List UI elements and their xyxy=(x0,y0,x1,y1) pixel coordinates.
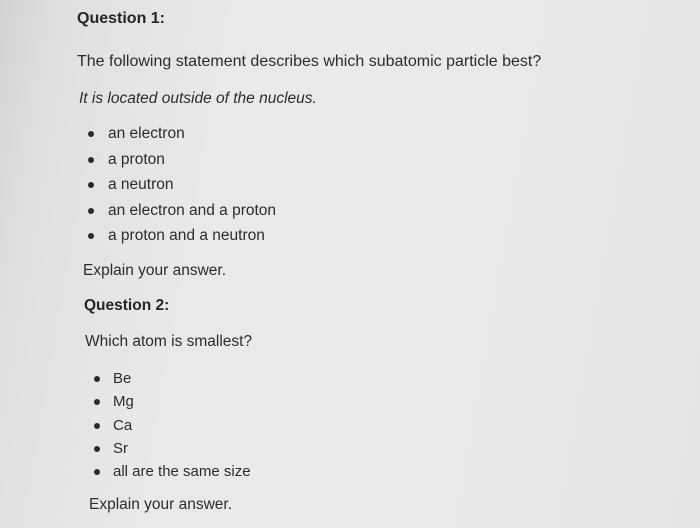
option-label: an electron xyxy=(108,125,185,142)
bullet-icon xyxy=(88,208,94,214)
option-label: Sr xyxy=(113,439,128,457)
option-label: Ca xyxy=(113,416,133,434)
option-label: a neutron xyxy=(108,176,174,193)
bullet-icon xyxy=(94,446,100,452)
question-1-statement: It is located outside of the nucleus. xyxy=(79,90,317,107)
option-label: Mg xyxy=(113,393,134,411)
option-label: a proton and a neutron xyxy=(108,227,265,244)
option-label: Be xyxy=(113,370,132,387)
option-label: a proton xyxy=(108,150,165,168)
option-label: an electron and a proton xyxy=(108,201,277,219)
bullet-icon xyxy=(88,131,94,137)
bullet-icon xyxy=(94,423,100,429)
bullet-icon xyxy=(88,157,94,163)
bullet-icon xyxy=(94,399,100,405)
question-1-explain: Explain your answer. xyxy=(83,262,227,279)
bullet-icon xyxy=(94,376,100,382)
question-2-explain: Explain your answer. xyxy=(89,496,233,513)
bullet-icon xyxy=(94,469,100,475)
question-1-title: Question 1: xyxy=(77,10,166,27)
bullet-icon xyxy=(88,182,94,188)
option-label: all are the same size xyxy=(113,463,251,481)
question-1-prompt: The following statement describes which subatomic particle best? xyxy=(77,53,542,70)
question-2-title: Question 2: xyxy=(84,297,170,314)
question-2-prompt: Which atom is smallest? xyxy=(85,333,253,350)
bullet-icon xyxy=(88,233,94,239)
